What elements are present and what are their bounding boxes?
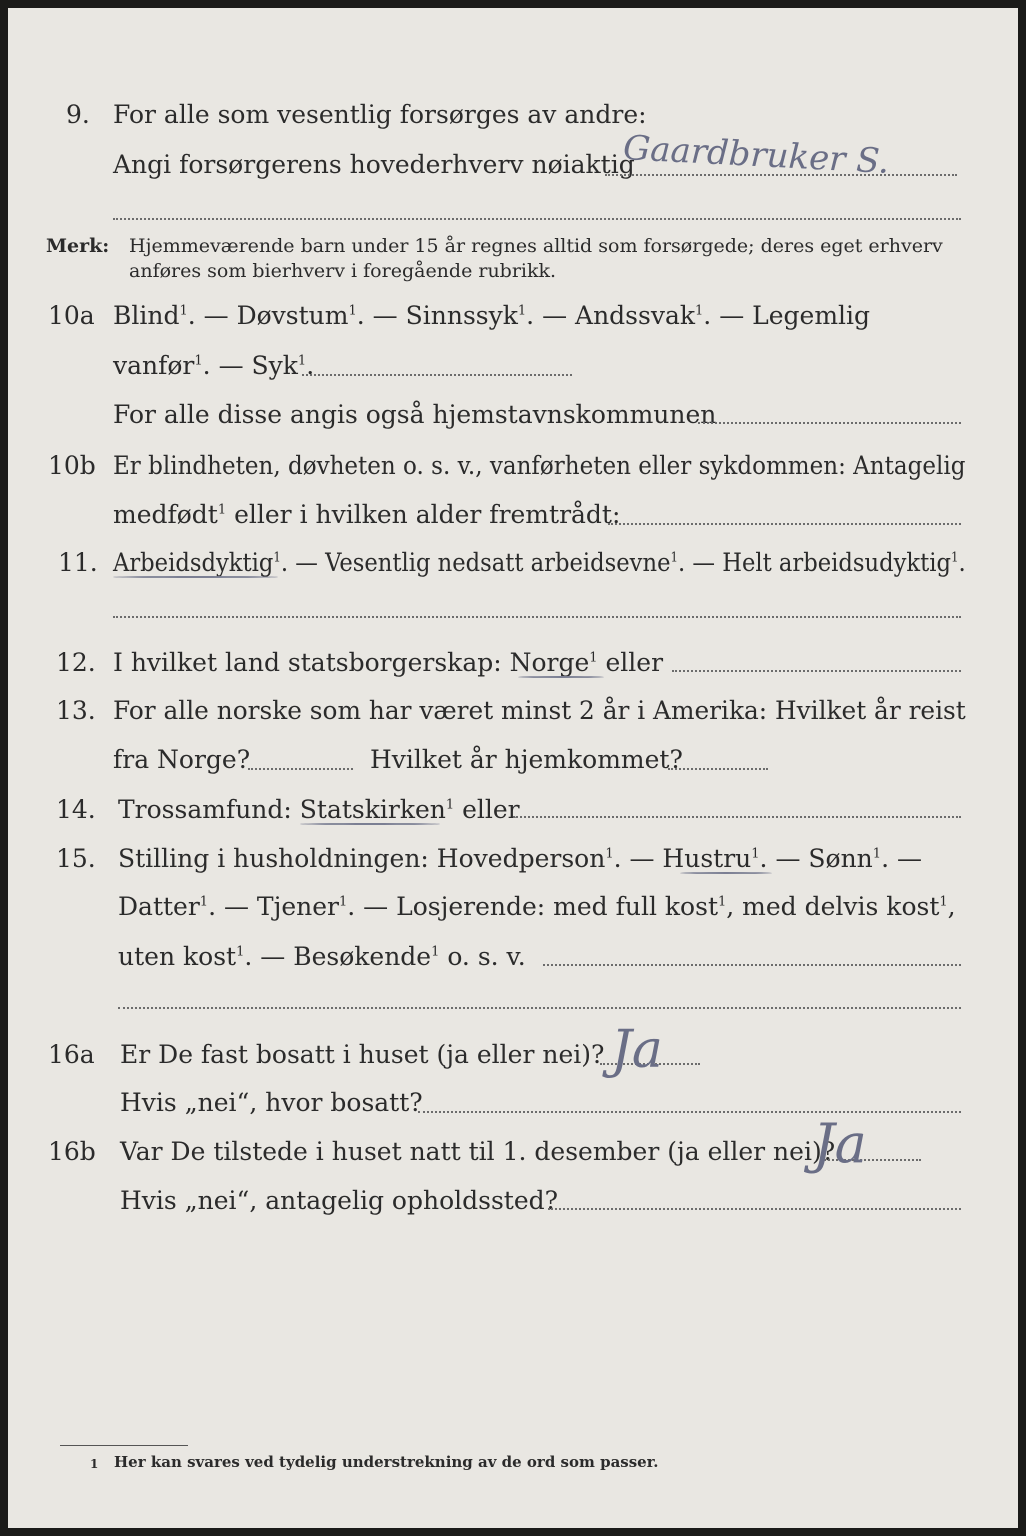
q9-number: 9. xyxy=(66,100,90,129)
q13-line1: For alle norske som har været minst 2 år i Amerika: Hvilket år reist xyxy=(113,696,966,725)
q15-line2: Datter$^1$. — Tjener$^1$. — Losjerende: med full kost$^1$, med delvis kost$^1$, xyxy=(118,892,956,921)
q15-line1: Stilling i husholdningen: Hovedperson$^1$. — Hustru$^1$. — Sønn$^1$. — xyxy=(118,844,922,873)
footnote-mark: 1 xyxy=(90,1457,99,1471)
q10b-line2: medfødt$^1$ eller i hvilken alder fremtrådt: xyxy=(113,500,621,529)
q15-handwritten-underline xyxy=(680,872,772,874)
q16a-handwritten-answer: Ja xyxy=(611,1020,663,1080)
q16b-number: 16b xyxy=(48,1137,96,1166)
footnote-text: Her kan svares ved tydelig understrekning av de ord som passer. xyxy=(114,1453,659,1471)
q16a-line1: Er De fast bosatt i huset (ja eller nei)? xyxy=(120,1040,605,1069)
q10a-answer-line xyxy=(302,374,572,376)
q10a-line2: vanfør$^1$. — Syk$^1$. xyxy=(113,351,315,380)
q16a-bosatt-line xyxy=(418,1111,961,1113)
q13-line2b: Hvilket år hjemkommet? xyxy=(370,745,683,774)
q10b-number: 10b xyxy=(48,451,96,480)
q10a-line3: For alle disse angis også hjemstavnskommunen xyxy=(113,400,717,429)
merk-line1: Hjemmeværende barn under 15 år regnes alltid som forsørgede; deres eget erhverv xyxy=(129,235,943,257)
q11-extra-line xyxy=(113,616,961,618)
q14-handwritten-underline xyxy=(300,823,440,825)
q15-line3: uten kost$^1$. — Besøkende$^1$ o. s. v. xyxy=(118,942,526,971)
q10a-line1: Blind$^1$. — Døvstum$^1$. — Sinnssyk$^1$. — Andssvak$^1$. — Legemlig xyxy=(113,301,871,330)
footnote-rule xyxy=(60,1445,188,1446)
q16b-opholdssted-line xyxy=(548,1208,961,1210)
q9-handwritten-answer: Gaardbruker S. xyxy=(622,128,891,182)
q12-line1: I hvilket land statsborgerskap: Norge$^1$ eller xyxy=(113,648,664,677)
q10a-kommune-line xyxy=(698,422,961,424)
census-form-page xyxy=(8,8,1018,1528)
q15-answer-line xyxy=(543,964,961,966)
q11-handwritten-underline xyxy=(113,576,278,578)
q10a-number: 10a xyxy=(48,301,95,330)
q16a-line2: Hvis „nei“, hvor bosatt? xyxy=(120,1088,423,1117)
q11-line1: Arbeidsdyktig$^1$. — Vesentlig nedsatt arbeidsevne$^1$. — Helt arbeidsudyktig$^1$. xyxy=(113,548,966,577)
merk-label: Merk: xyxy=(46,235,110,257)
q16b-line1: Var De tilstede i huset natt til 1. desember (ja eller nei)? xyxy=(120,1137,836,1166)
q9-line2: Angi forsørgerens hovederhverv nøiaktig xyxy=(113,150,635,179)
q14-line1: Trossamfund: Statskirken$^1$ eller xyxy=(118,795,520,824)
q14-number: 14. xyxy=(56,795,96,824)
q11-number: 11. xyxy=(58,548,98,577)
q16a-number: 16a xyxy=(48,1040,95,1069)
q10b-answer-line xyxy=(608,523,961,525)
q14-answer-line xyxy=(513,816,961,818)
q13-hjemkommet-line xyxy=(668,768,768,770)
q13-reist-line xyxy=(248,768,353,770)
q10b-line1: Er blindheten, døvheten o. s. v., vanførheten eller sykdommen: Antagelig xyxy=(113,451,966,480)
q15-extra-line xyxy=(118,1007,961,1009)
q16b-line2: Hvis „nei“, antagelig opholdssted? xyxy=(120,1186,559,1215)
q12-number: 12. xyxy=(56,648,96,677)
q13-number: 13. xyxy=(56,696,96,725)
q12-handwritten-underline xyxy=(518,676,604,678)
q15-number: 15. xyxy=(56,844,96,873)
q16b-handwritten-answer: Ja xyxy=(813,1112,867,1175)
q12-answer-line xyxy=(672,670,961,672)
merk-line2: anføres som bierhverv i foregående rubrikk. xyxy=(129,260,557,282)
q9-line1: For alle som vesentlig forsørges av andre: xyxy=(113,100,647,129)
q13-line2a: fra Norge? xyxy=(113,745,251,774)
q9-extra-line xyxy=(113,218,961,220)
